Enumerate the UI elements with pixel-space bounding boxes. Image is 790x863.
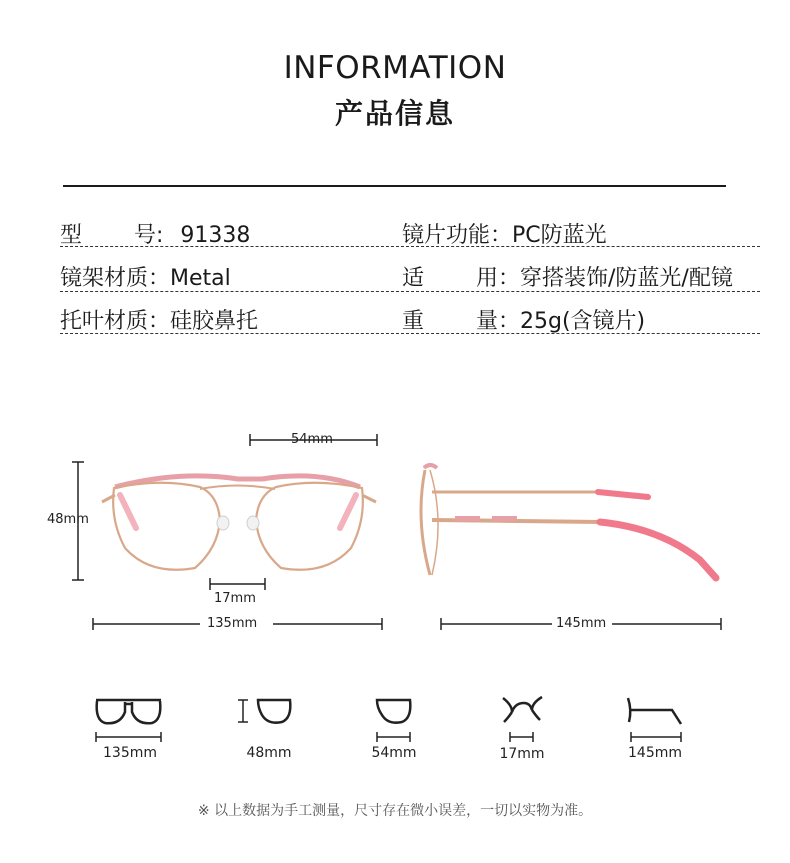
lens-width-icon bbox=[377, 700, 410, 742]
measurement-disclaimer: ※ 以上数据为手工测量，尺寸存在微小误差，一切以实物为准。 bbox=[197, 803, 593, 819]
spec-weight-label-char-2: 量 bbox=[475, 309, 498, 334]
spec-lens-function-label: 镜片功能： bbox=[402, 223, 513, 248]
page-title-cn: 产品信息 bbox=[334, 97, 455, 130]
spec-nosepad-material-value: 硅胶鼻托 bbox=[170, 309, 259, 334]
lens-width-icon-label: 54mm bbox=[371, 745, 417, 761]
frame-width-icon-label: 135mm bbox=[103, 745, 157, 761]
spec-usage-label-char-2: 用 bbox=[475, 266, 498, 291]
bridge-icon-label: 17mm bbox=[499, 746, 545, 762]
spec-model-value: 91338 bbox=[180, 223, 251, 248]
page-title-en: INFORMATION bbox=[283, 50, 507, 86]
frame-width-label: 135mm bbox=[207, 616, 258, 631]
temple-icon bbox=[628, 698, 681, 742]
lens-height-label: 48mm bbox=[47, 512, 89, 527]
lens-height-icon-label: 48mm bbox=[246, 745, 292, 761]
spec-nosepad-material-label: 托叶材质： bbox=[60, 309, 171, 334]
spec-lens-function-value: PC防蓝光 bbox=[512, 223, 607, 248]
spec-model-label-char-1: 型 bbox=[60, 223, 83, 248]
spec-frame-material-value: Metal bbox=[170, 266, 231, 291]
spec-weight-value: 25g(含镜片) bbox=[520, 309, 646, 334]
spec-model-label-char-2: 号 bbox=[133, 223, 156, 248]
temple-label: 145mm bbox=[556, 616, 607, 631]
spec-model-colon: : bbox=[156, 223, 164, 248]
frame-width-icon bbox=[96, 700, 161, 742]
spec-usage-value: 穿搭装饰/防蓝光/配镜 bbox=[520, 266, 733, 291]
bridge-label: 17mm bbox=[214, 591, 256, 606]
lens-width-label: 54mm bbox=[291, 432, 333, 447]
spec-weight-label-char-1: 重 bbox=[402, 309, 425, 334]
lens-height-icon bbox=[238, 700, 290, 723]
spec-usage-colon: ： bbox=[498, 266, 521, 291]
spec-frame-material-label: 镜架材质： bbox=[60, 266, 171, 291]
spec-usage-label-char-1: 适 bbox=[402, 266, 425, 291]
bridge-icon bbox=[503, 697, 542, 742]
temple-icon-label: 145mm bbox=[628, 745, 682, 761]
spec-weight-colon: ： bbox=[498, 309, 521, 334]
